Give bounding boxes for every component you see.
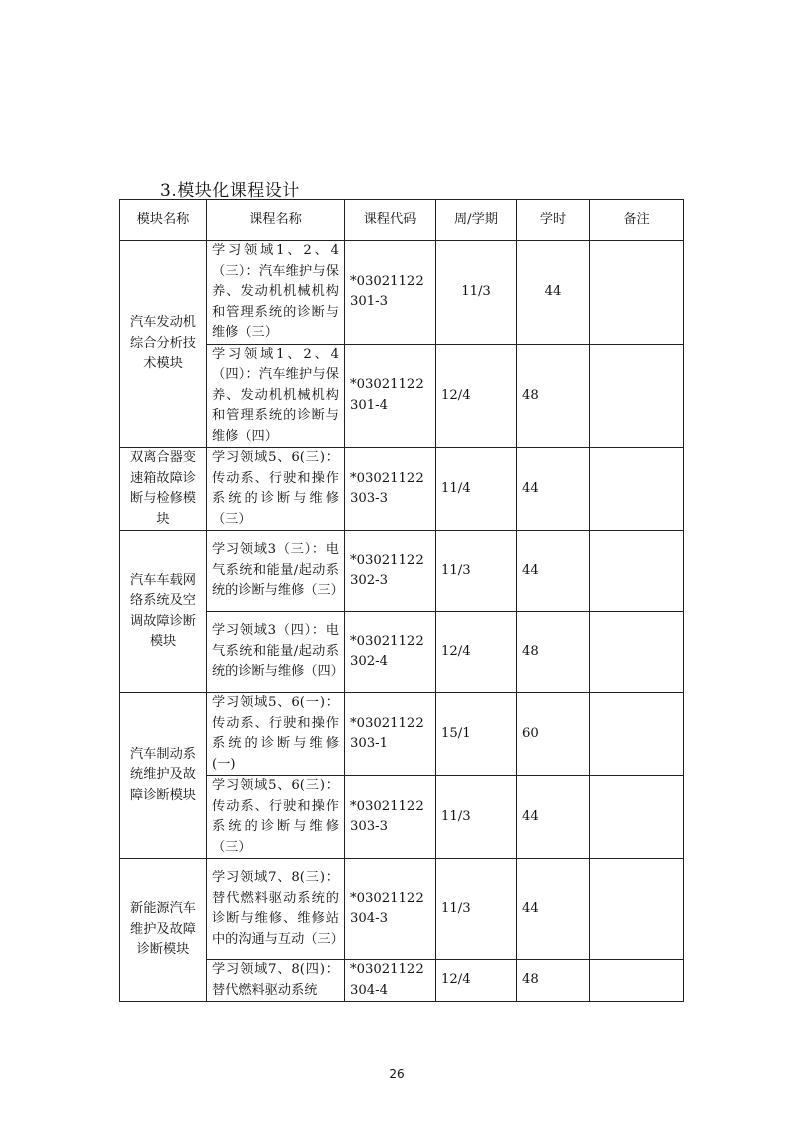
notes-cell — [590, 776, 684, 859]
hours-cell: 60 — [517, 693, 590, 776]
course-code-cell: *03021122303-3 — [345, 776, 436, 859]
course-name-cell: 学习领域1、2、4（三）：汽车维护与保养、发动机机械机构和管理系统的诊断与维修（三） — [207, 241, 345, 345]
table-row — [120, 859, 684, 960]
table-row — [120, 693, 684, 776]
course-name-cell: 学习领域3（三）：电气系统和能量/起动系统的诊断与维修（三） — [207, 531, 345, 612]
course-code-cell: *03021122302-3 — [345, 531, 436, 612]
week-semester-cell: 11/3 — [436, 776, 517, 859]
week-semester-cell: 12/4 — [436, 344, 517, 448]
course-code-cell: *03021122304-3 — [345, 859, 436, 960]
header-notes: 备注 — [590, 200, 684, 241]
module-name-cell: 新能源汽车维护及故障诊断模块 — [120, 859, 207, 1002]
course-name-cell: 学习领域5、6(三)：传动系、行驶和操作系统的诊断与维修（三） — [207, 776, 345, 859]
hours-cell: 48 — [517, 960, 590, 1002]
week-semester-cell: 15/1 — [436, 693, 517, 776]
module-name-cell: 双离合器变速箱故障诊断与检修模块 — [120, 448, 207, 531]
course-code-cell: *03021122301-3 — [345, 241, 436, 345]
hours-cell: 44 — [517, 859, 590, 960]
course-name-cell: 学习领域7、8(三)：替代燃料驱动系统的诊断与维修、维修站中的沟通与互动（三） — [207, 859, 345, 960]
notes-cell — [590, 693, 684, 776]
header-course-name: 课程名称 — [207, 200, 345, 241]
week-semester-cell: 12/4 — [436, 960, 517, 1002]
module-name-cell: 汽车车载网络系统及空调故障诊断模块 — [120, 531, 207, 693]
hours-cell: 44 — [517, 776, 590, 859]
week-semester-cell: 11/4 — [436, 448, 517, 531]
course-name-cell: 学习领域1、2、4（四）：汽车维护与保养、发动机机械机构和管理系统的诊断与维修（四） — [207, 344, 345, 448]
notes-cell — [590, 448, 684, 531]
header-week-semester: 周/学期 — [436, 200, 517, 241]
notes-cell — [590, 241, 684, 345]
hours-cell: 48 — [517, 612, 590, 693]
week-semester-cell: 11/3 — [436, 859, 517, 960]
header-module-name: 模块名称 — [120, 200, 207, 241]
notes-cell — [590, 960, 684, 1002]
section-title: 3.模块化课程设计 — [160, 181, 300, 201]
page-number: 26 — [389, 1067, 405, 1081]
course-code-cell: *03021122301-4 — [345, 344, 436, 448]
course-code-cell: *03021122303-1 — [345, 693, 436, 776]
course-code-cell: *03021122303-3 — [345, 448, 436, 531]
table-header-row — [120, 200, 684, 241]
hours-cell: 44 — [517, 448, 590, 531]
week-semester-cell: 11/3 — [436, 241, 517, 345]
course-code-cell: *03021122304-4 — [345, 960, 436, 1002]
table-row — [120, 241, 684, 345]
header-hours: 学时 — [517, 200, 590, 241]
hours-cell: 44 — [517, 241, 590, 345]
course-name-cell: 学习领域5、6(三)：传动系、行驶和操作系统的诊断与维修（三） — [207, 448, 345, 531]
header-course-code: 课程代码 — [345, 200, 436, 241]
table-row — [120, 448, 684, 531]
course-name-cell: 学习领域5、6(一)：传动系、行驶和操作系统的诊断与维修(一) — [207, 693, 345, 776]
course-name-cell: 学习领域7、8(四)：替代燃料驱动系统 — [207, 960, 345, 1002]
hours-cell: 44 — [517, 531, 590, 612]
notes-cell — [590, 612, 684, 693]
notes-cell — [590, 531, 684, 612]
hours-cell: 48 — [517, 344, 590, 448]
module-name-cell: 汽车制动系统维护及故障诊断模块 — [120, 693, 207, 859]
course-code-cell: *03021122302-4 — [345, 612, 436, 693]
course-table — [119, 199, 684, 1002]
course-name-cell: 学习领域3（四）：电气系统和能量/起动系统的诊断与维修（四） — [207, 612, 345, 693]
notes-cell — [590, 344, 684, 448]
notes-cell — [590, 859, 684, 960]
table-row — [120, 531, 684, 612]
week-semester-cell: 12/4 — [436, 612, 517, 693]
week-semester-cell: 11/3 — [436, 531, 517, 612]
module-name-cell: 汽车发动机综合分析技术模块 — [120, 241, 207, 448]
